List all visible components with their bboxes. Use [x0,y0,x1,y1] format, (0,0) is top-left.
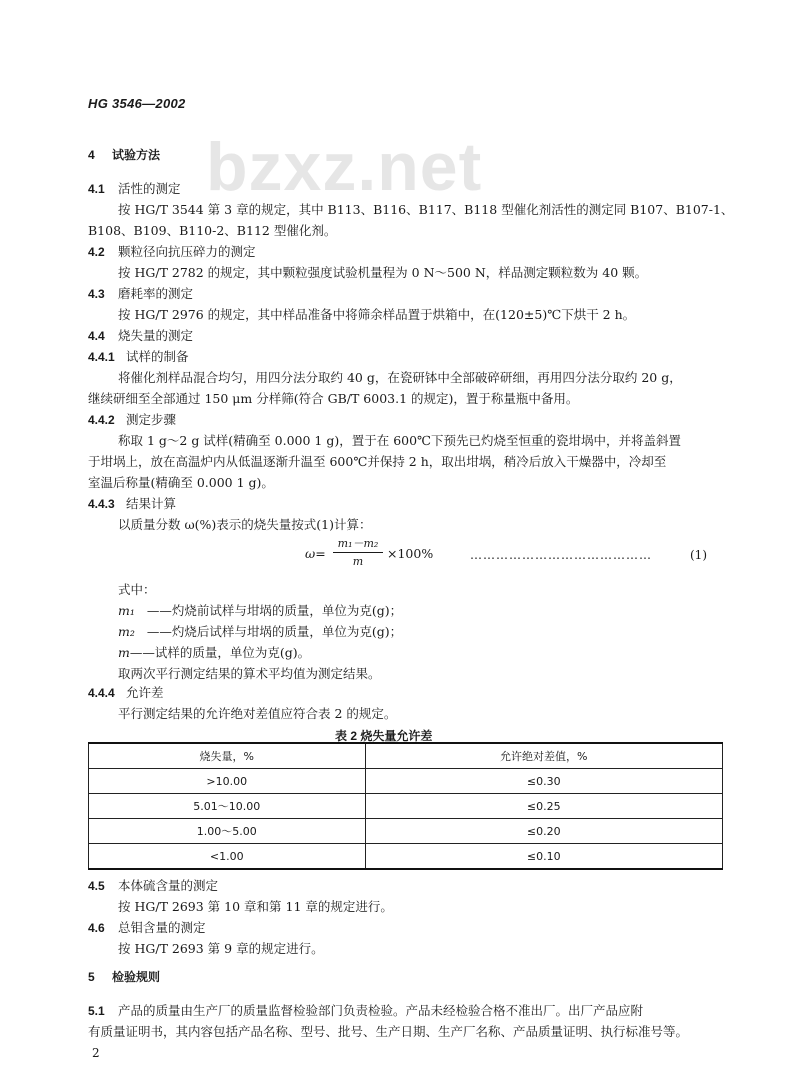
section-4-4-heading [88,328,193,344]
table-cell: ≤0.20 [365,819,722,844]
paragraph: 产品的质量由生产厂的质量监督检验部门负责检验。产品未经检验合格不准出厂。出厂产品应附 [118,1003,644,1018]
table-header-cell: 烧失量，% [89,743,366,769]
section-number: 4.4.3 [88,497,115,511]
table-row [89,844,723,870]
table-cell: 1.00～5.00 [89,819,366,844]
paragraph: 平行测定结果的允许绝对差值应符合表 2 的规定。 [118,706,397,721]
section-4-4-1-heading [88,349,189,365]
variable-symbol: m₁ [118,603,135,618]
table-row [89,769,723,794]
table-row [89,819,723,844]
table-cell: ≤0.30 [365,769,722,794]
section-title: 试样的制备 [126,349,189,364]
table-caption: 表 2 烧失量允许差 [335,729,433,743]
standard-number: HG 3546—2002 [88,96,186,111]
variable-description: ——灼烧前试样与坩埚的质量，单位为克(g)； [146,603,403,618]
watermark: bzxz.net [206,129,483,205]
section-number: 5.1 [88,1004,105,1018]
paragraph: 有质量证明书，其内容包括产品名称、型号、批号、生产日期、生产厂名称、产品质量证明、执行标准号等。 [88,1024,689,1039]
section-title: 试验方法 [112,148,161,162]
where-label: 式中： [118,582,156,597]
formula-fraction [333,535,383,568]
section-number: 4 [88,148,95,162]
paragraph: 称取 1 g～2 g 试样(精确至 0.000 1 g)，置于在 600℃下预先已灼烧至恒重的瓷坩埚中，并将盖斜置 [118,433,682,448]
section-number: 4.1 [88,182,105,196]
section-number: 4.5 [88,879,105,893]
formula-leader-dots: …………………………………… [470,548,652,562]
table-header-cell: 允许绝对差值，% [365,743,722,769]
section-number: 5 [88,970,95,984]
section-number: 4.4.4 [88,686,115,700]
formula-tail: ×100% [387,546,434,561]
formula-numerator: m₁－m₂ [333,535,383,553]
section-4-4-3-heading [88,496,176,512]
table-cell: ≤0.10 [365,844,722,870]
paragraph: 室温后称量(精确至 0.000 1 g)。 [88,475,274,490]
variable-symbol: m₂ [118,624,135,639]
table-row [89,794,723,819]
section-number: 4.2 [88,245,105,259]
section-title: 烧失量的测定 [118,328,194,343]
paragraph: 将催化剂样品混合均匀，用四分法分取约 40 g，在瓷研钵中全部破碎研细，再用四分法分取约 20 g， [118,370,682,385]
table-cell: >10.00 [89,769,366,794]
section-title: 检验规则 [112,970,161,984]
section-4-3-heading [88,286,193,302]
paragraph: 按 HG/T 2976 的规定，其中样品准备中将筛余样品置于烘箱中，在(120±5)℃下烘干 2 h。 [118,307,636,322]
variable-symbol: m [118,645,130,660]
paragraph: 取两次平行测定结果的算术平均值为测定结果。 [118,666,381,681]
formula-denominator: m [352,555,364,568]
section-title: 活性的测定 [118,181,181,196]
section-title: 总钼含量的测定 [118,920,206,935]
section-4-4-4-heading [88,685,164,701]
variable-m1 [118,601,402,619]
section-title: 允许差 [126,685,164,700]
paragraph: B108、B109、B110-2、B112 型催化剂。 [88,223,337,238]
section-4-2-heading [88,244,256,260]
paragraph: 按 HG/T 2782 的规定，其中颗粒强度试验机量程为 0 N～500 N，样品测定颗粒数为 40 颗。 [118,265,648,280]
table-cell: <1.00 [89,844,366,870]
section-5-heading [88,970,160,985]
section-number: 4.6 [88,921,105,935]
paragraph: 按 HG/T 2693 第 9 章的规定进行。 [118,941,324,956]
section-4-6-heading [88,920,206,936]
section-4-5-heading [88,878,218,894]
paragraph: 于坩埚上，放在高温炉内从低温逐渐升温至 600℃并保持 2 h，取出坩埚，稍冷后放入干燥器中，冷却至 [88,454,667,469]
paragraph: 继续研细至全部通过 150 μm 分样筛(符合 GB/T 6003.1 的规定)，置于称量瓶中备用。 [88,391,579,406]
formula-lhs: ω= [305,546,326,561]
section-5-1-paragraph [88,1003,643,1019]
section-number: 4.3 [88,287,105,301]
section-4-4-2-heading [88,412,176,428]
section-title: 本体硫含量的测定 [118,878,219,893]
allowance-table [88,742,723,870]
section-number: 4.4 [88,329,105,343]
variable-m2 [118,622,402,640]
section-title: 颗粒径向抗压碎力的测定 [118,244,256,259]
paragraph: 以质量分数 ω(%)表示的烧失量按式(1)计算： [118,517,372,532]
section-title: 测定步骤 [126,412,177,427]
formula-number: (1) [690,548,707,562]
variable-description: ——试样的质量，单位为克(g)。 [129,645,311,660]
page-number: 2 [92,1046,100,1060]
section-title: 结果计算 [126,496,177,511]
section-title: 磨耗率的测定 [118,286,194,301]
paragraph: 按 HG/T 2693 第 10 章和第 11 章的规定进行。 [118,899,393,914]
section-number: 4.4.2 [88,413,115,427]
table-header-row [89,743,723,769]
section-4-1-heading [88,181,181,197]
paragraph: 按 HG/T 3544 第 3 章的规定，其中 B113、B116、B117、B118 型催化剂活性的测定同 B107、B107-1、 [118,202,734,217]
table-cell: 5.01～10.00 [89,794,366,819]
table-cell: ≤0.25 [365,794,722,819]
variable-description: ——灼烧后试样与坩埚的质量，单位为克(g)； [146,624,403,639]
section-4-heading [88,148,160,163]
section-number: 4.4.1 [88,350,115,364]
variable-m [118,643,310,661]
